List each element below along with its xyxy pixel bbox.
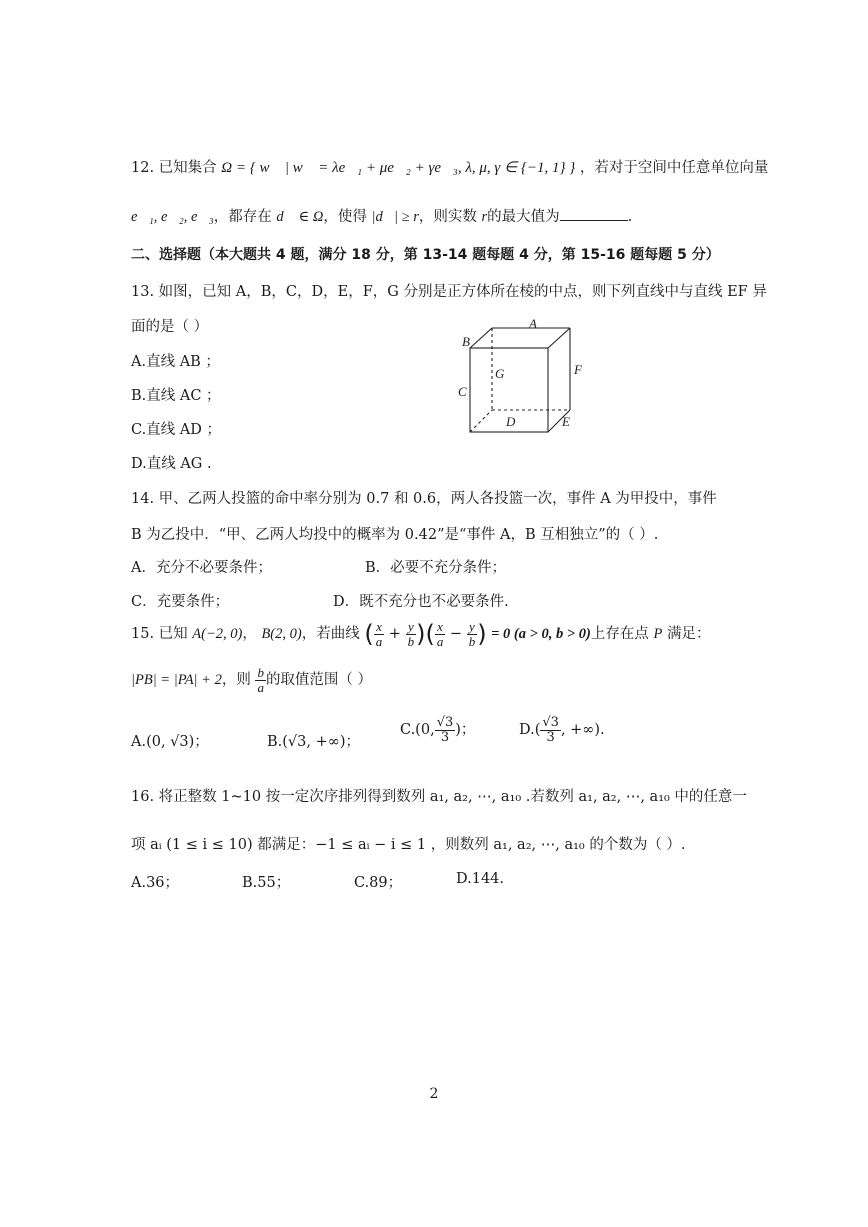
q15-curve-eq: = 0 (a > 0, b > 0): [491, 626, 591, 643]
q15-then: ，则: [221, 672, 251, 689]
q12-text-h: 的最大值为: [487, 209, 560, 225]
q13-option-d: D.直线 AG .: [131, 456, 212, 472]
q15-curve-lead: ，若曲线: [301, 626, 360, 643]
q15-satisfies: 满足：: [666, 626, 711, 643]
q15-option-b: B.(√3, +∞)；: [267, 734, 360, 750]
q16-option-b: B.55；: [242, 875, 291, 891]
q15-optc-frac: $\frac{√3}{3}$: [436, 715, 454, 745]
label-e: E: [562, 414, 570, 429]
q12-line1: [131, 156, 768, 177]
q16-line1: 16. 将正整数 1~10 按一定次序排列得到数列 a₁, a₂, ⋯, a₁₀ .若数列 a₁, a₂, ⋯, a₁₀ 中的任意一: [131, 789, 747, 805]
q15-point-a: A(−2, 0): [192, 626, 243, 643]
q12-r: r: [481, 209, 488, 225]
q14-option-a: A．充分不必要条件；: [131, 560, 272, 576]
q15-frac-yb: $\frac{y}{b}$: [407, 619, 415, 649]
q12-tail: ，若对于空间中任意单位向量: [579, 160, 769, 176]
label-b: B: [462, 334, 470, 349]
q13-line1: 13. 如图，已知 A，B，C，D，E，F，G 分别是正方体所在棱的中点，则下列直线中与直线 EF 异: [131, 284, 767, 300]
label-g: G: [495, 366, 505, 381]
q15-ratio: $\frac{b}{a}$: [257, 665, 264, 695]
q12-text-f: ，则实数: [418, 209, 477, 225]
cube-figure: [458, 316, 592, 442]
q12-answer-blank: [560, 208, 628, 221]
q15-comma: ，: [242, 626, 257, 643]
q12-inequality: |d⃗| ≥ r: [371, 209, 419, 225]
q14-option-d: D．既不充分也不必要条件.: [333, 594, 509, 610]
label-a: A: [529, 316, 537, 331]
q12-vectors: e⃗₁, e⃗₂, e⃗₃: [131, 209, 214, 225]
q13-option-c: C.直线 AD ；: [131, 422, 222, 438]
q15-line1: 15. 已知 A(−2, 0)， B(2, 0)，若曲线 ( $\frac{x}{a}$ + $\frac{y}{b}$ )( $\frac{x}{a}$ − $\frac{y}{b}$ ) = 0 (a > 0, b > 0)上存在点 P 满足：: [131, 619, 711, 649]
q13-line2: 面的是（ ）: [131, 319, 209, 335]
q15-point-p: P: [653, 626, 663, 643]
page-number: 2: [429, 1086, 439, 1102]
cube-edge: [470, 328, 492, 348]
q15-line2: [131, 666, 372, 694]
label-f: F: [574, 362, 582, 377]
q12-text-d: ，使得: [323, 209, 367, 225]
q16-option-d: D.144.: [456, 871, 505, 887]
q12-d-in-omega: d⃗ ∈ Ω: [276, 209, 324, 225]
q13-option-b: B.直线 AC ；: [131, 388, 221, 404]
q15-option-c: C.(0, $\frac{√3}{3}$ )；: [400, 715, 476, 745]
cube-hidden-edge: [470, 410, 492, 432]
q16-line2: 项 aᵢ (1 ≤ i ≤ 10) 都满足：−1 ≤ aᵢ − i ≤ 1 ，则数列 a₁, a₂, ⋯, a₁₀ 的个数为（ ）.: [131, 837, 686, 853]
q12-line2: [131, 205, 632, 226]
q14-option-b: B．必要不充分条件；: [365, 560, 507, 576]
label-c: C: [458, 384, 467, 399]
q15-range-text: 的取值范围（ ）: [265, 672, 373, 689]
q15-lead: 15. 已知: [131, 626, 188, 643]
q12-lead: 已知集合: [158, 160, 217, 176]
q16-option-c: C.89；: [354, 875, 403, 891]
q14-option-c: C．充要条件；: [131, 594, 230, 610]
q15-optd-frac: $\frac{√3}{3}$: [542, 715, 559, 745]
section2-heading: 二、选择题（本大题共 4 题，满分 18 分，第 13-14 题每题 4 分，第 15-16 题每题 5 分）: [131, 247, 720, 263]
q12-set: Ω = { w⃗ | w⃗ = λe⃗₁ + μe⃗₂ + γe⃗₃, λ, μ, γ ∈ {−1, 1} }: [221, 160, 576, 176]
q13-option-a: A.直线 AB ；: [131, 354, 220, 370]
q15-point-b: B(2, 0): [261, 626, 302, 643]
q15-condition: |PB| = |PA| + 2: [131, 672, 222, 689]
q16-option-a: A.36；: [131, 875, 180, 891]
q15-frac-xa2: $\frac{x}{a}$: [436, 619, 444, 649]
q14-line2: B 为乙投中．“甲、乙两人均投中的概率为 0.42”是“事件 A，B 互相独立”的（ ）.: [131, 527, 659, 543]
q12-text-b: ，都存在: [213, 209, 272, 225]
q12-end: .: [627, 209, 633, 225]
q15-frac-xa: $\frac{x}{a}$: [375, 619, 383, 649]
q15-frac-yb2: $\frac{y}{b}$: [468, 619, 476, 649]
q14-line1: 14. 甲、乙两人投篮的命中率分别为 0.7 和 0.6，两人各投篮一次，事件 A 为甲投中，事件: [131, 491, 717, 507]
q15-option-a: A.(0, √3)；: [131, 734, 209, 750]
q15-option-d: D.( $\frac{√3}{3}$ , +∞).: [519, 715, 605, 745]
label-d: D: [506, 414, 516, 429]
q15-exists: 上存在点: [590, 626, 649, 643]
cube-edge: [548, 328, 570, 348]
q12-number: 12.: [131, 160, 155, 176]
